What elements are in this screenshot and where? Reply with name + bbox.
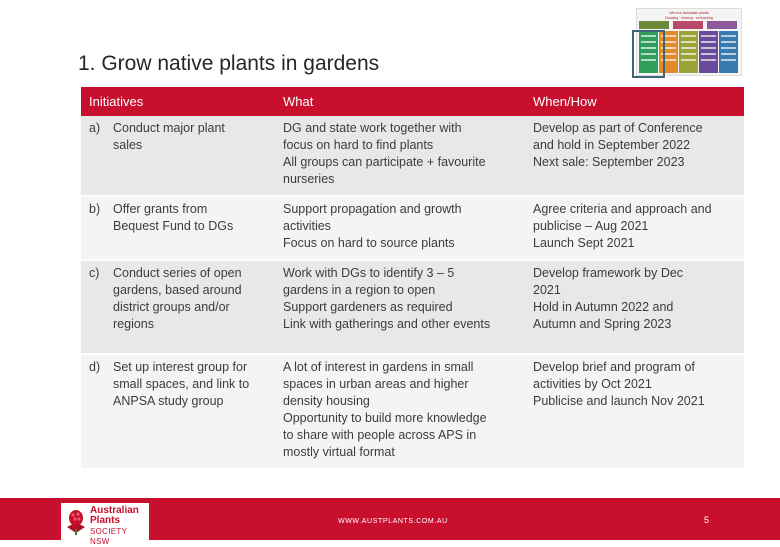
initiative-cell [81, 196, 275, 260]
table-row [81, 354, 744, 469]
header-initiatives: Initiatives [81, 87, 275, 116]
what-cell [275, 116, 525, 196]
when-line: and hold in September 2022 [533, 138, 691, 152]
thumbnail-photo [639, 21, 669, 29]
when-cell [525, 260, 744, 354]
slide-title: 1. Grow native plants in gardens [78, 52, 380, 75]
row-marker: a) [89, 121, 101, 135]
what-line: Link with gatherings and other events [283, 317, 491, 331]
what-line: DG and state work together with [283, 121, 462, 135]
table-header-row [81, 87, 744, 116]
initiative-line: Conduct series of open [113, 266, 242, 280]
what-line: Focus on hard to source plants [283, 236, 455, 250]
table-row [81, 196, 744, 260]
logo-text-line2: Plants [90, 515, 121, 526]
when-line: activities by Oct 2021 [533, 377, 652, 391]
initiatives-table [81, 87, 744, 470]
row-marker: d) [89, 360, 101, 374]
header-what: What [275, 87, 525, 116]
what-line: focus on hard to find plants [283, 138, 434, 152]
thumbnail-column [699, 31, 718, 73]
initiative-line: Set up interest group for [113, 360, 248, 374]
table-row [81, 260, 744, 354]
initiative-line: regions [113, 317, 154, 331]
initiative-line: Offer grants from [113, 202, 208, 216]
thumbnail-column [679, 31, 698, 73]
when-line: Launch Sept 2021 [533, 236, 635, 250]
initiative-line: district groups and/or [113, 300, 230, 314]
initiative-line: ANPSA study group [113, 394, 224, 408]
row-marker: b) [89, 202, 101, 216]
what-cell [275, 260, 525, 354]
initiative-line: sales [113, 138, 143, 152]
thumbnail-column [719, 31, 738, 73]
what-line: to share with people across APS in [283, 428, 477, 442]
when-line: publicise – Aug 2021 [533, 219, 649, 233]
header-when-how: When/How [525, 87, 744, 116]
what-line: nurseries [283, 172, 335, 186]
what-line: activities [283, 219, 331, 233]
when-cell [525, 196, 744, 260]
when-line: Hold in Autumn 2022 and [533, 300, 674, 314]
when-line: 2021 [533, 283, 561, 297]
thumbnail-heading-line2: Growing · sharing · connecting [665, 16, 713, 20]
when-line: Autumn and Spring 2023 [533, 317, 672, 331]
initiative-line: small spaces, and link to [113, 377, 250, 391]
what-line: A lot of interest in gardens in small [283, 360, 474, 374]
aps-logo [61, 503, 149, 546]
what-line: Support propagation and growth [283, 202, 462, 216]
what-line: Work with DGs to identify 3 – 5 [283, 266, 455, 280]
initiative-cell [81, 354, 275, 469]
initiative-line: Conduct major plant [113, 121, 225, 135]
waratah-flower-icon [64, 507, 88, 535]
what-line: mostly virtual format [283, 445, 395, 459]
what-line: spaces in urban areas and higher [283, 377, 469, 391]
thumbnail-photo [673, 21, 703, 29]
thumbnail-photo [707, 21, 737, 29]
when-line: Agree criteria and approach and [533, 202, 712, 216]
logo-text-line1: Australian [90, 505, 139, 516]
initiative-line: gardens, based around [113, 283, 242, 297]
what-line: Opportunity to build more knowledge [283, 411, 487, 425]
what-line: All groups can participate + favourite [283, 155, 486, 169]
when-line: Next sale: September 2023 [533, 155, 685, 169]
table-row [81, 116, 744, 196]
thumbnail-heading-line1: We love Australian plants [669, 11, 709, 15]
when-cell [525, 116, 744, 196]
what-line: Support gardeners as required [283, 300, 453, 314]
initiative-line: Bequest Fund to DGs [113, 219, 234, 233]
logo-text-line3: SOCIETY NSW [90, 527, 128, 546]
when-cell [525, 354, 744, 469]
when-line: Develop brief and program of [533, 360, 695, 374]
initiative-cell [81, 116, 275, 196]
when-line: Publicise and launch Nov 2021 [533, 394, 705, 408]
thumbnail-highlight-box [632, 30, 665, 78]
what-cell [275, 196, 525, 260]
when-line: Develop framework by Dec [533, 266, 684, 280]
initiative-cell [81, 260, 275, 354]
when-line: Develop as part of Conference [533, 121, 703, 135]
footer-website-link[interactable]: WWW.AUSTPLANTS.COM.AU [338, 518, 448, 525]
row-marker: c) [89, 266, 100, 280]
page-number: 5 [704, 515, 710, 525]
what-line: gardens in a region to open [283, 283, 436, 297]
what-line: density housing [283, 394, 370, 408]
what-cell [275, 354, 525, 469]
